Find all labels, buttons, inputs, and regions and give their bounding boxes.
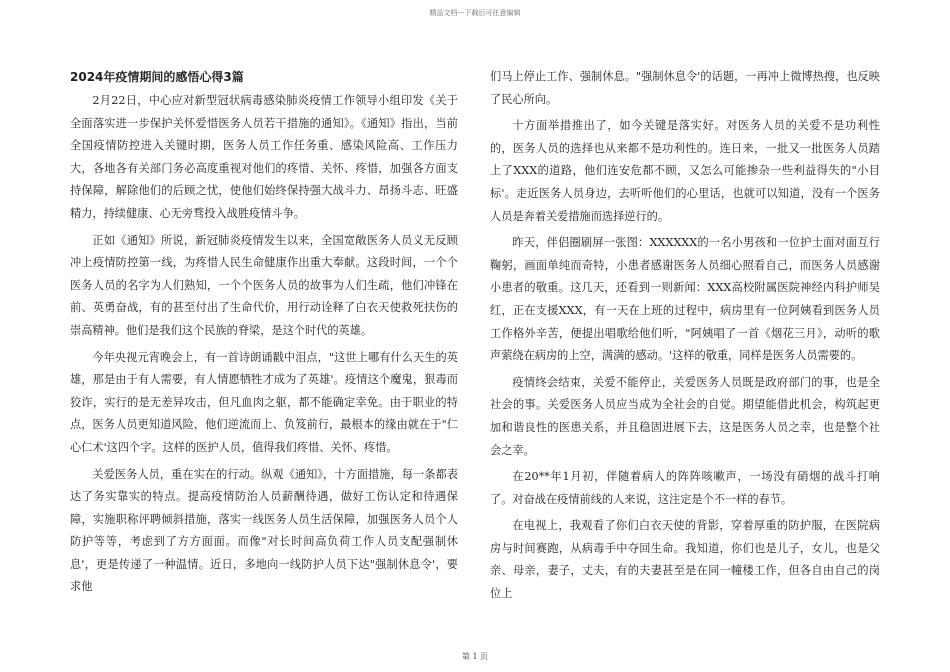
page-number: 第 1 页 [461, 652, 489, 661]
document-title: 2024年疫情期间的感悟心得3篇 [70, 70, 244, 84]
left-column [70, 66, 458, 603]
paragraph: 昨天，伴侣圈刷屏一张图：XXXXXX的一名小男孩和一位护士面对面互行鞠躬，画面单纯而奇特，小患者感谢医务人员细心照看自己，而医务人员感谢小患者的敬重。这几天，还看到一则新闻：XXX高校附属医院神经内科护师吴红，正在支援XXX，有一天在上班的过程中，病房里有一位阿姨看到医务人员工作格外辛苦，便提出唱歌给他们听，"阿姨唱了一首《烟花三月》，动听的歌声萦绕在病房的上空，满满的感动。'这样的敬重，同样是医务人员需要的。 [490, 236, 880, 363]
paragraph: 疫情终会结束，关爱不能停止，关爱医务人员既是政府部门的事，也是全社会的事。关爱医务人员应当成为全社会的自觉。期望能借此机会，构筑起更加和谐良性的医患关系，并且稳固进展下去，这是医务人员之幸，也是整个社会之幸。 [490, 375, 880, 457]
paragraph: 在20**年1月初，伴随着病人的阵阵咳嗽声，一场没有硝烟的战斗打响了。对奋战在疫情前线的人来说，这注定是个不一样的春节。 [490, 470, 880, 506]
paragraph: 十方面举措推出了，如今关键是落实好。对医务人员的关爱不是功利性的，医务人员的选择也从来都不是功利性的。连日来，一批又一批医务人员踏上了XXX的道路，他们连安危都不顾，又怎么可能掺杂一些利益得失的"小目标'。走近医务人员身边，去听听他们的心里话，也就可以知道，没有一个医务人员是奔着关爱措施而选择逆行的。 [490, 119, 880, 223]
paragraph: 正如《通知》所说，新冠肺炎疫情发生以来，全国宽敞医务人员义无反顾冲上疫情防控第一线，为疼惜人民生命健康作出重大奉献。这段时间，一个个医务人员的名字为人们熟知，一个个医务人员的故事为人们生疏，他们冲锋在前、英勇奋战，有的甚至付出了生命代价，用行动诠释了白衣天使救死扶伤的崇高精神。他们是我们这个民族的脊梁，是这个时代的英雄。 [70, 233, 458, 337]
paragraph: 今年央视元宵晚会上，有一首诗朗诵戳中泪点，"这世上哪有什么天生的英雄，那是由于有人需要，有人情愿牺牲才成为了英雄'。疫情这个魔鬼，狠毒而狡诈，实行的是无差异攻击，但凡血肉之躯，都不能确定幸免。由于职业的特点，医务人员更知道风险，他们逆流而上、负笈前行，最根本的缘由就在于"仁心仁术'这四个字。这样的医护人员，值得我们疼惜、关怀、疼惜。 [70, 350, 458, 454]
paragraph: 关爱医务人员，重在实在的行动。纵观《通知》，十方面措施，每一条都表达了务实靠实的特点。提高疫情防治人员薪酬待遇，做好工伤认定和待遇保障，实施职称评聘倾斜措施，落实一线医务人员生活保障，加强医务人员个人防护等等，考虑到了方方面面。而像"对长时间高负荷工作人员支配强制休息'，更是传递了一种温情。近日，多地向一线防护人员下达"强制休息令'，要求他 [70, 467, 458, 594]
paragraph: 2月22日，中心应对新型冠状病毒感染肺炎疫情工作领导小组印发《关于全面落实进一步保护关怀爱惜医务人员若干措施的通知》。《通知》指出，当前全国疫情防控进入关键时期，医务人员工作任务重、感染风险高、工作压力大，各地各有关部门务必高度重视对他们的疼惜、关怀、疼惜，加强各方面支持保障，解除他们的后顾之忧，使他们始终保持强大战斗力、昂扬斗志、旺盛精力，持续健康、心无旁骛投入战胜疫情斗争。 [70, 94, 458, 220]
paragraph-continued: 们马上停止工作、强制休息。"强制休息令'的话题，一再冲上微博热搜，也反映了民心所向。 [490, 70, 880, 106]
paragraph: 在电视上，我观看了你们白衣天使的背影，穿着厚重的防护服，在医院病房与时间赛跑，从病毒手中夺回生命。我知道，你们也是儿子，女儿，也是父亲、母亲，妻子，丈夫，有的夫妻甚至是在同一幢楼工作，但各自由自己的岗位上 [490, 519, 880, 601]
page-header: 精品文档---下载后可任意编辑 [429, 9, 521, 17]
right-column [490, 66, 880, 610]
